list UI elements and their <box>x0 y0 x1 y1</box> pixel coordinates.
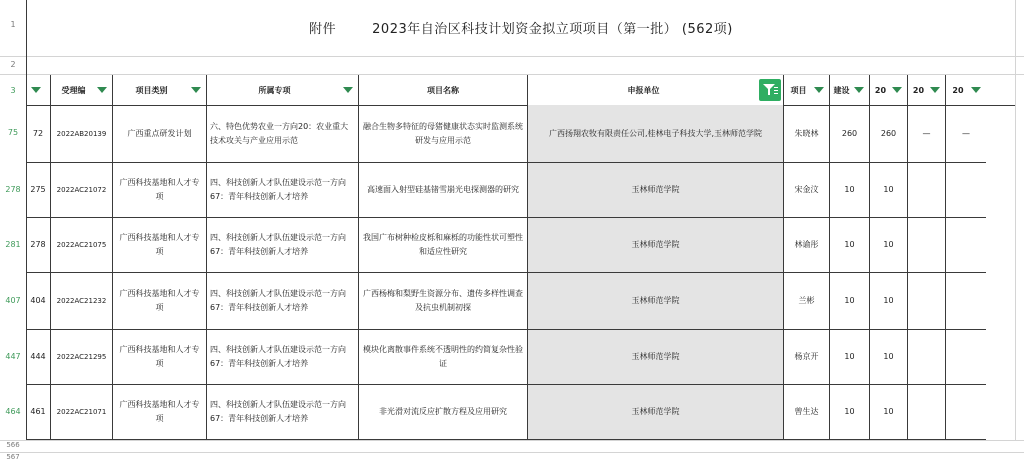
filter-dropdown-icon[interactable] <box>30 84 42 96</box>
header-label: 20 <box>952 85 964 95</box>
row-header[interactable]: 407 <box>5 295 21 305</box>
title-text: 2023年自治区科技计划资金拟立项项目（第一批） (562项) <box>372 21 733 37</box>
cell-leader[interactable]: 宋金汶 <box>784 163 830 218</box>
cell-c3[interactable] <box>908 163 946 218</box>
cell-seq[interactable]: 404 <box>26 273 51 330</box>
cell-unit[interactable]: 玉林师范学院 <box>528 163 784 218</box>
filter-dropdown-icon[interactable] <box>96 84 108 96</box>
cell-c4[interactable] <box>946 163 986 218</box>
cell-name[interactable]: 融合生物多特征的母猪健康状态实时监测系统研发与应用示范 <box>359 105 528 163</box>
cell-name[interactable]: 广西杨梅和梨野生资源分布、遗传多样性调查及抗虫机制初探 <box>359 273 528 330</box>
filter-dropdown-icon[interactable] <box>342 84 354 96</box>
row-header[interactable]: 278 <box>5 184 21 194</box>
cell-c1[interactable]: 10 <box>830 163 870 218</box>
cell-c2[interactable]: 10 <box>870 330 908 385</box>
cell-name[interactable]: 高速面入射型硅基锗雪崩光电探测器的研究 <box>359 163 528 218</box>
cell-name[interactable]: 非光滑对流反应扩散方程及应用研究 <box>359 385 528 440</box>
cell-c3[interactable]: — <box>908 105 946 163</box>
cell-category[interactable]: 广西科技基地和人才专项 <box>113 385 207 440</box>
cell-c4[interactable]: — <box>946 105 986 163</box>
cell-c1[interactable]: 10 <box>830 273 870 330</box>
cell-special[interactable]: 四、科技创新人才队伍建设示范一方向67：青年科技创新人才培养 <box>207 273 359 330</box>
cell-unit[interactable]: 玉林师范学院 <box>528 218 784 273</box>
header-leader[interactable] <box>784 75 830 105</box>
cell-code[interactable]: 2022AC21072 <box>51 163 113 218</box>
cell-special[interactable]: 四、科技创新人才队伍建设示范一方向67：青年科技创新人才培养 <box>207 163 359 218</box>
cell-unit[interactable]: 玉林师范学院 <box>528 330 784 385</box>
cell-unit[interactable]: 玉林师范学院 <box>528 385 784 440</box>
cell-c2[interactable]: 10 <box>870 163 908 218</box>
header-label: 项目 <box>790 85 807 95</box>
header-name[interactable] <box>359 75 528 105</box>
cell-seq[interactable]: 275 <box>26 163 51 218</box>
cell-c2[interactable]: 10 <box>870 218 908 273</box>
cell-leader[interactable]: 朱晓林 <box>784 105 830 163</box>
row-header[interactable]: 281 <box>5 239 21 249</box>
header-category[interactable] <box>113 75 207 105</box>
cell-c1[interactable]: 10 <box>830 330 870 385</box>
cell-seq[interactable]: 72 <box>26 105 51 163</box>
gridline <box>1015 0 1016 440</box>
header-label: 项目类别 <box>135 85 168 95</box>
cell-c4[interactable] <box>946 273 986 330</box>
cell-leader[interactable]: 杨京开 <box>784 330 830 385</box>
header-label: 所属专项 <box>258 85 291 95</box>
sheet-title <box>26 3 1016 51</box>
header-code[interactable] <box>51 75 113 105</box>
cell-c1[interactable]: 10 <box>830 385 870 440</box>
header-label: 申报单位 <box>627 85 660 95</box>
header-col1[interactable] <box>830 75 870 105</box>
cell-c1[interactable]: 10 <box>830 218 870 273</box>
header-label: 建设 <box>833 85 850 95</box>
cell-c3[interactable] <box>908 385 946 440</box>
cell-c3[interactable] <box>908 218 946 273</box>
cell-unit[interactable]: 玉林师范学院 <box>528 273 784 330</box>
header-special[interactable] <box>207 75 359 105</box>
cell-code[interactable]: 2022AB20139 <box>51 105 113 163</box>
row-header-3[interactable]: 3 <box>10 86 16 95</box>
header-col2[interactable] <box>870 75 908 105</box>
cell-seq[interactable]: 444 <box>26 330 51 385</box>
filter-dropdown-icon[interactable] <box>853 84 865 96</box>
cell-seq[interactable]: 461 <box>26 385 51 440</box>
header-unit[interactable] <box>528 75 784 105</box>
header-label: 20 <box>874 85 887 95</box>
cell-code[interactable]: 2022AC21075 <box>51 218 113 273</box>
cell-c2[interactable]: 10 <box>870 273 908 330</box>
row-header[interactable]: 447 <box>5 351 21 361</box>
cell-special[interactable]: 四、科技创新人才队伍建设示范一方向67：青年科技创新人才培养 <box>207 385 359 440</box>
header-label: 20 <box>912 85 925 95</box>
cell-c4[interactable] <box>946 385 986 440</box>
cell-special[interactable]: 六、特色优势农业一方向20：农业重大技术攻关与产业应用示范 <box>207 105 359 163</box>
filter-dropdown-icon[interactable] <box>813 84 825 96</box>
cell-c2[interactable]: 10 <box>870 385 908 440</box>
gridline <box>0 56 1024 57</box>
cell-name[interactable]: 我国广布树种检皮栎和麻栎的功能性状可塑性和适应性研究 <box>359 218 528 273</box>
header-col4[interactable] <box>946 75 986 105</box>
header-label: 受理编 <box>61 85 86 95</box>
cell-leader[interactable]: 兰彬 <box>784 273 830 330</box>
cell-name[interactable]: 模块化离散事件系统不透明性的约简复杂性验证 <box>359 330 528 385</box>
filter-dropdown-icon[interactable] <box>891 84 903 96</box>
cell-c3[interactable] <box>908 273 946 330</box>
title-prefix: 附件 <box>309 21 337 37</box>
row-header-2[interactable]: 2 <box>10 60 16 69</box>
cell-leader[interactable]: 曾生达 <box>784 385 830 440</box>
row-header-566[interactable]: 566 <box>6 441 20 449</box>
cell-category[interactable]: 广西科技基地和人才专项 <box>113 330 207 385</box>
cell-c4[interactable] <box>946 218 986 273</box>
cell-category[interactable]: 广西重点研发计划 <box>113 105 207 163</box>
cell-category[interactable]: 广西科技基地和人才专项 <box>113 218 207 273</box>
row-header-567[interactable]: 567 <box>6 453 20 461</box>
cell-c2[interactable]: 260 <box>870 105 908 163</box>
cell-c4[interactable] <box>946 330 986 385</box>
cell-category[interactable]: 广西科技基地和人才专项 <box>113 273 207 330</box>
filter-dropdown-icon[interactable] <box>970 84 982 96</box>
cell-code[interactable]: 2022AC21295 <box>51 330 113 385</box>
header-col3[interactable] <box>908 75 946 105</box>
gridline <box>0 452 1024 453</box>
header-label: 项目名称 <box>427 85 459 95</box>
filter-active-icon[interactable] <box>759 79 781 101</box>
cell-leader[interactable]: 林谕彤 <box>784 218 830 273</box>
gridline <box>0 440 1024 441</box>
cell-unit[interactable]: 广西扬翔农牧有限责任公司,桂林电子科技大学,玉林师范学院 <box>528 105 784 163</box>
row-header[interactable]: 75 <box>7 128 19 137</box>
cell-code[interactable]: 2022AC21071 <box>51 385 113 440</box>
cell-c3[interactable] <box>908 330 946 385</box>
cell-c1[interactable]: 260 <box>830 105 870 163</box>
row-header[interactable]: 464 <box>5 406 21 416</box>
cell-special[interactable]: 四、科技创新人才队伍建设示范一方向67：青年科技创新人才培养 <box>207 218 359 273</box>
cell-special[interactable]: 四、科技创新人才队伍建设示范一方向67：青年科技创新人才培养 <box>207 330 359 385</box>
cell-code[interactable]: 2022AC21232 <box>51 273 113 330</box>
filter-dropdown-icon[interactable] <box>929 84 941 96</box>
row-header-1[interactable]: 1 <box>10 20 16 29</box>
filter-cell-seq[interactable] <box>26 75 51 105</box>
cell-category[interactable]: 广西科技基地和人才专项 <box>113 163 207 218</box>
cell-seq[interactable]: 278 <box>26 218 51 273</box>
filter-dropdown-icon[interactable] <box>190 84 202 96</box>
